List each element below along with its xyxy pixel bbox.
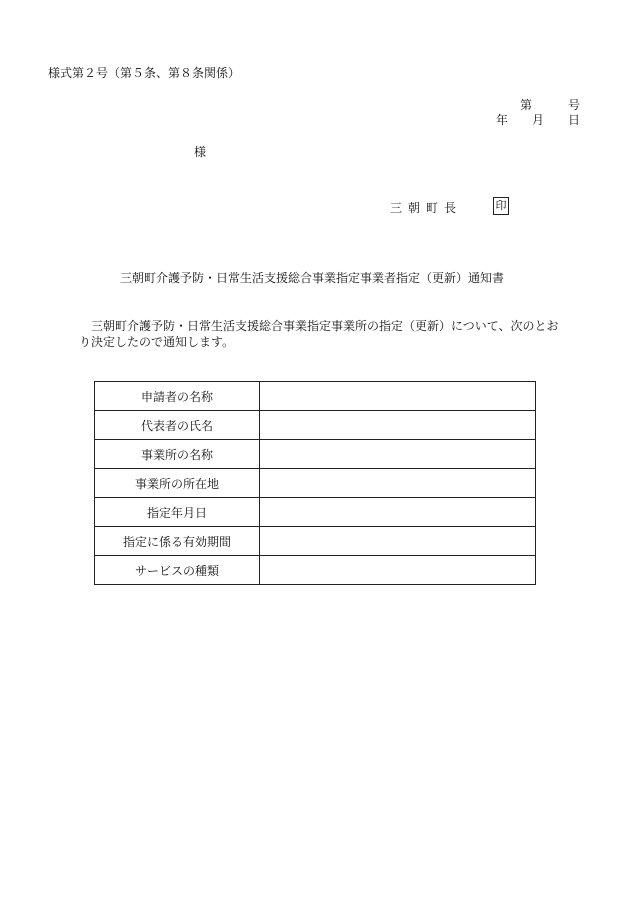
- addressee-honorific: 様: [194, 145, 207, 159]
- row-value-office-address: [260, 469, 536, 498]
- date-day-label: 日: [568, 113, 581, 127]
- row-value-service-type: [260, 556, 536, 585]
- table-row: [95, 498, 536, 527]
- table-row: [95, 382, 536, 411]
- row-value-representative-name: [260, 411, 536, 440]
- date-year-label: 年: [496, 113, 509, 127]
- date-month-label: 月: [532, 113, 545, 127]
- table-row: [95, 440, 536, 469]
- table-row: [95, 556, 536, 585]
- row-label-validity-period: 指定に係る有効期間: [95, 527, 260, 556]
- document-title: 三朝町介護予防・日常生活支援総合事業指定事業者指定（更新）通知書: [120, 271, 505, 285]
- row-value-validity-period: [260, 527, 536, 556]
- row-value-applicant-name: [260, 382, 536, 411]
- row-label-designation-date: 指定年月日: [95, 498, 260, 527]
- row-label-representative-name: 代表者の氏名: [95, 411, 260, 440]
- row-label-service-type: サービスの種類: [95, 556, 260, 585]
- table-row: [95, 469, 536, 498]
- sender-title: 三朝町長: [390, 201, 463, 215]
- form-number: 様式第２号（第５条、第８条関係）: [48, 66, 241, 80]
- table-row: [95, 411, 536, 440]
- row-value-designation-date: [260, 498, 536, 527]
- table-row: [95, 527, 536, 556]
- row-value-office-name: [260, 440, 536, 469]
- row-label-office-name: 事業所の名称: [95, 440, 260, 469]
- number-suffix: 号: [568, 98, 581, 112]
- number-prefix: 第: [520, 98, 533, 112]
- row-label-applicant-name: 申請者の名称: [95, 382, 260, 411]
- document-body: 三朝町介護予防・日常生活支援総合事業指定事業所の指定（更新）について、次のとおり決定したので通知します。: [79, 319, 559, 349]
- row-label-office-address: 事業所の所在地: [95, 469, 260, 498]
- date-line: [496, 111, 580, 128]
- info-table: [94, 381, 536, 585]
- seal-stamp-box: 印: [493, 197, 509, 215]
